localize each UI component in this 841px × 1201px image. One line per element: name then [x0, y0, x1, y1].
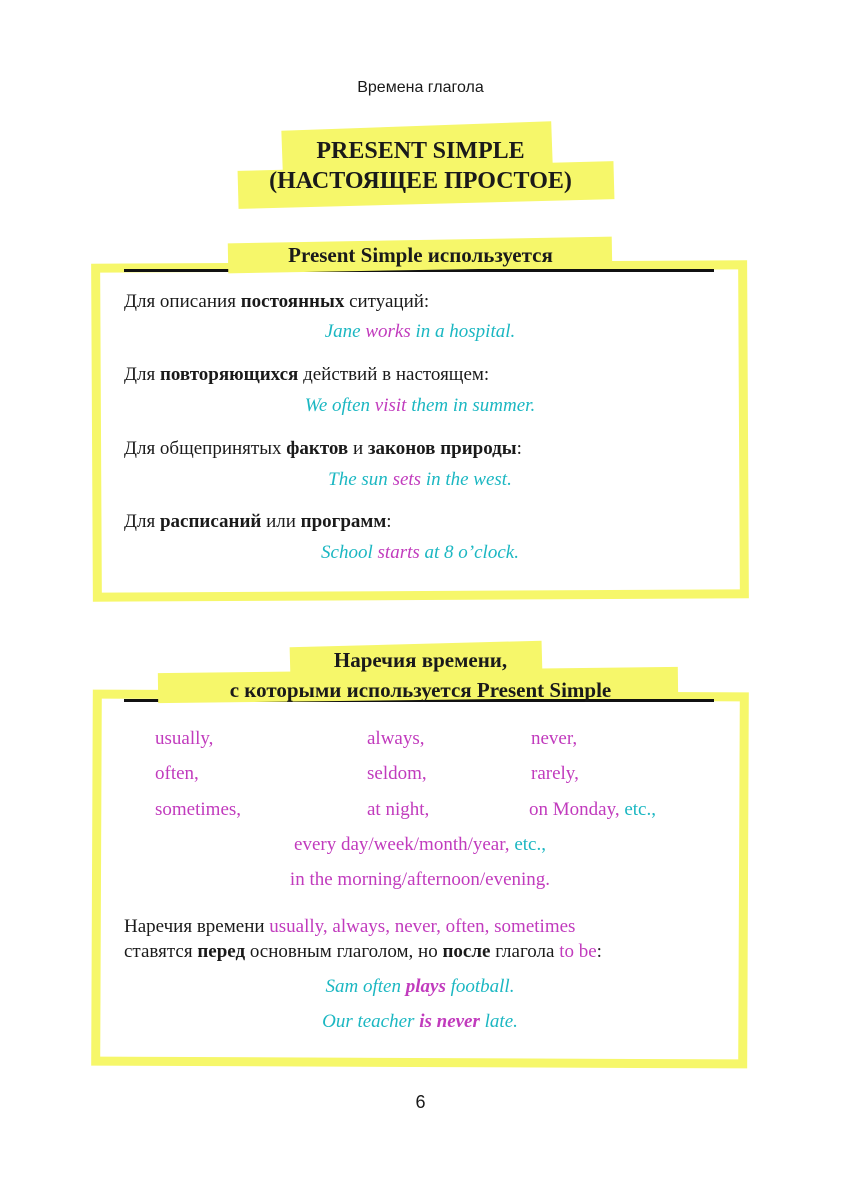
example-text: We often	[304, 395, 375, 416]
text: :	[386, 511, 392, 532]
example-text: Our teacher	[322, 1011, 420, 1032]
example-verb: visit	[374, 395, 407, 416]
usage-item-3	[124, 437, 522, 461]
text: ставятся	[124, 941, 198, 962]
text: Для	[124, 511, 160, 532]
bold-term: фактов	[286, 438, 349, 459]
usage-example-4	[124, 541, 716, 565]
example-text: Sam often	[325, 976, 406, 997]
adverbs-note-line-2	[124, 939, 716, 964]
text: Для	[124, 364, 160, 385]
to-be-text: to be	[559, 941, 597, 962]
text: и	[348, 438, 368, 459]
adverb-often: often,	[155, 763, 199, 784]
usage-item-1	[124, 290, 429, 314]
example-verb: is never	[419, 1011, 480, 1032]
adverbs-heading-line-2: с которыми используется Present Simple	[229, 678, 612, 702]
example-text: them in summer.	[406, 395, 536, 416]
bold-term: расписаний	[159, 511, 262, 532]
adverb-seldom: seldom,	[367, 763, 427, 784]
text: Для описания	[124, 291, 241, 312]
bold-term: постоянных	[240, 291, 345, 312]
usage-example-2	[124, 394, 716, 418]
example-text: late.	[479, 1011, 518, 1032]
usage-box-heading: Present Simple используется	[288, 243, 553, 267]
usage-item-4	[124, 510, 392, 534]
example-text: in a hospital.	[410, 321, 516, 342]
bold-term: после	[442, 941, 491, 962]
adverb-on-monday: on Monday,	[529, 799, 620, 820]
adverb-every: every day/week/month/year,	[294, 834, 510, 855]
running-header: Времена глагола	[357, 79, 484, 96]
adverb-at-night: at night,	[367, 799, 430, 820]
example-verb: works	[365, 321, 411, 342]
text: или	[261, 511, 301, 532]
etc-text: etc.,	[624, 799, 656, 820]
adverb-every-line	[124, 833, 716, 857]
usage-example-1	[124, 320, 716, 344]
text: глагола	[490, 941, 560, 962]
example-verb: sets	[392, 469, 422, 490]
text: ситуаций:	[344, 291, 430, 312]
etc-text: etc.,	[514, 834, 546, 855]
adverb-in-the-line: in the morning/afternoon/evening.	[289, 869, 551, 890]
page-number: 6	[415, 1092, 426, 1112]
page-title	[0, 136, 841, 196]
adverb-usually: usually,	[155, 728, 214, 749]
title-line-2: (НАСТОЯЩЕЕ ПРОСТОЕ)	[269, 168, 572, 194]
text: Наречия времени	[124, 916, 270, 937]
adverbs-note-line-1	[124, 914, 716, 939]
example-verb: plays	[405, 976, 446, 997]
example-text: The sun	[328, 469, 393, 490]
text: Для общепринятых	[124, 438, 287, 459]
text: действий в настоящем:	[298, 364, 490, 385]
example-text: football.	[445, 976, 515, 997]
bold-term: повторяющихся	[159, 364, 299, 385]
bold-term: программ	[300, 511, 387, 532]
example-text: Jane	[324, 321, 366, 342]
adverb-rarely: rarely,	[531, 763, 579, 784]
example-verb: starts	[377, 542, 420, 563]
bold-term: законов природы	[367, 438, 517, 459]
adverbs-example-1	[124, 975, 716, 999]
text: :	[596, 941, 602, 962]
text: основным глаголом, но	[245, 941, 443, 962]
bold-term: перед	[197, 941, 246, 962]
adverb-never: never,	[531, 728, 578, 749]
title-line-1: PRESENT SIMPLE	[316, 138, 525, 164]
adverb-list: usually, always, never, often, sometimes	[269, 916, 576, 937]
adverb-on-monday-line	[529, 798, 656, 822]
example-text: in the west.	[421, 469, 512, 490]
example-text: School	[321, 542, 378, 563]
adverbs-example-2	[124, 1010, 716, 1034]
text: :	[516, 438, 522, 459]
example-text: at 8 o’clock.	[419, 542, 519, 563]
usage-example-3	[124, 468, 716, 492]
usage-item-2	[124, 363, 489, 387]
adverb-sometimes: sometimes,	[155, 799, 242, 820]
adverbs-heading-line-1: Наречия времени,	[333, 648, 508, 672]
adverbs-box-heading	[0, 645, 841, 705]
adverb-always: always,	[367, 728, 425, 749]
